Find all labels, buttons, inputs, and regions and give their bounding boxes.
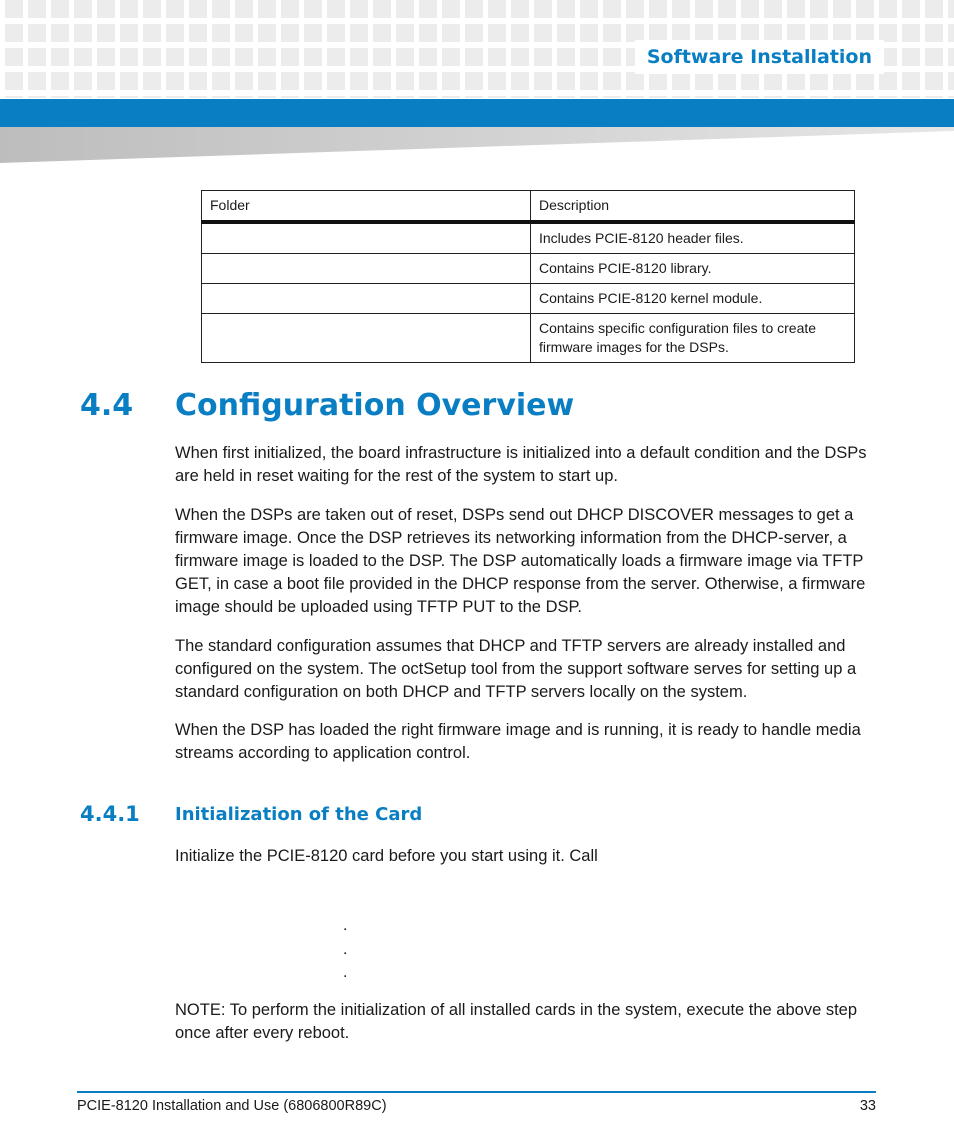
header-title: Software Installation — [646, 46, 872, 68]
paragraph: When the DSPs are taken out of reset, DSPs send out DHCP DISCOVER messages to get a firmware image. Once the DSP retrieves its networking information from the DHCP-server, a firmware image is loaded to the DSP. The DSP automatically loads a firmware image via TFTP GET, in case a boot file provided in the DHCP response from the server. Otherwise, a firmware image should be uploaded using TFTP PUT to the DSP. — [175, 506, 866, 616]
header-title-box — [635, 40, 884, 74]
table-row — [202, 314, 855, 363]
note-paragraph: NOTE: To perform the initialization of all installed cards in the system, execute the above step once after every reboot. — [175, 1001, 858, 1042]
table-cell-description: Contains PCIE-8120 library. — [531, 254, 855, 284]
table-cell-description: Contains PCIE-8120 kernel module. — [531, 284, 855, 314]
section-number: 4.4 — [80, 388, 134, 423]
page-number: 33 — [859, 1098, 876, 1114]
table-cell-description: Includes PCIE-8120 header files. — [531, 222, 855, 254]
footer-rule — [77, 1091, 876, 1093]
table-cell-folder — [202, 284, 531, 314]
table-row — [202, 254, 855, 284]
subsection-number: 4.4.1 — [80, 802, 140, 826]
table-row — [202, 222, 855, 254]
ellipsis-dot: . — [343, 917, 348, 934]
table-cell-folder — [202, 314, 531, 363]
table-cell-description: Contains specific configuration files to create firmware images for the DSPs. — [531, 314, 855, 363]
paragraph: When the DSP has loaded the right firmware image and is running, it is ready to handle media streams according to application control. — [175, 721, 861, 762]
footer-doc-title: PCIE-8120 Installation and Use (6806800R89C) — [77, 1098, 387, 1114]
header-blue-bar — [0, 99, 954, 127]
table-cell-folder — [202, 222, 531, 254]
ellipsis-dot: . — [343, 941, 348, 958]
folder-table — [201, 190, 855, 363]
subsection-title: Initialization of the Card — [175, 804, 423, 825]
table-header-description: Description — [531, 191, 855, 223]
ellipsis-dot: . — [343, 964, 348, 981]
table-row — [202, 284, 855, 314]
subsection-intro: Initialize the PCIE-8120 card before you start using it. Call — [175, 847, 598, 865]
table-header-row — [202, 191, 855, 223]
header-grey-wedge — [0, 127, 954, 163]
table-header-folder: Folder — [202, 191, 531, 223]
section-title: Configuration Overview — [175, 388, 575, 423]
table-cell-folder — [202, 254, 531, 284]
paragraph: When first initialized, the board infrastructure is initialized into a default condition and the DSPs are held in reset waiting for the rest of the system to start up. — [175, 444, 867, 485]
paragraph: The standard configuration assumes that DHCP and TFTP servers are already installed and configured on the system. The octSetup tool from the support software serves for setting up a standard configuration on both DHCP and TFTP servers locally on the system. — [175, 637, 857, 701]
